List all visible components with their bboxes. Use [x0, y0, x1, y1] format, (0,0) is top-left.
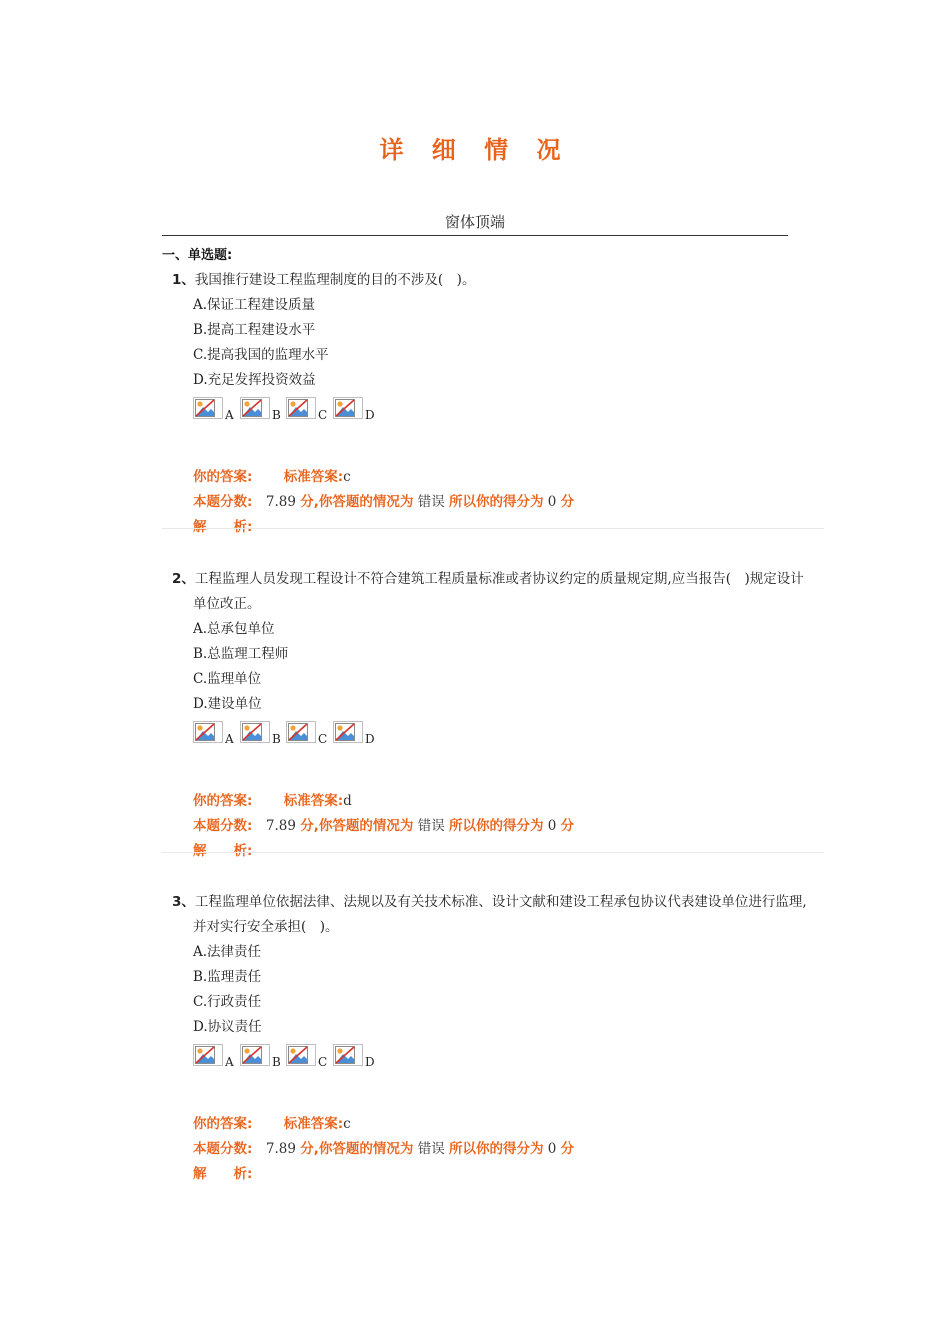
- analysis-label: 解 析:: [193, 519, 253, 535]
- earned-label: 所以你的得分为: [449, 1141, 544, 1157]
- question-number: 2、: [172, 571, 195, 587]
- option-b: B.总监理工程师: [193, 646, 289, 662]
- score-value: 7.89: [252, 818, 301, 834]
- answer-row: [193, 465, 351, 490]
- choice-d[interactable]: [333, 721, 373, 747]
- your-answer-label: 你的答案:: [193, 469, 253, 485]
- analysis-label: 解 析:: [193, 843, 253, 859]
- option-a: A.法律责任: [193, 944, 262, 960]
- score-label: 本题分数:: [193, 494, 253, 510]
- option-b: B.监理责任: [193, 969, 262, 985]
- choice-c[interactable]: [286, 1044, 326, 1070]
- standard-answer-value: c: [343, 469, 351, 485]
- broken-image-icon[interactable]: [333, 721, 363, 743]
- analysis-label: 解 析:: [193, 1166, 253, 1182]
- broken-image-icon[interactable]: [333, 397, 363, 419]
- broken-image-icon[interactable]: [193, 397, 223, 419]
- answer-row: [193, 1112, 351, 1137]
- choice-letter: A: [225, 408, 234, 422]
- option-c: C.提高我国的监理水平: [193, 347, 329, 363]
- section-heading: 一、单选题:: [162, 248, 233, 263]
- your-answer-label: 你的答案:: [193, 1116, 253, 1132]
- choice-a[interactable]: [193, 397, 233, 423]
- earned-label: 所以你的得分为: [449, 818, 544, 834]
- broken-image-icon[interactable]: [286, 397, 316, 419]
- choice-letter: A: [225, 1055, 234, 1069]
- score-row: [193, 814, 574, 839]
- option-c: C.监理单位: [193, 671, 262, 687]
- option-d: D.建设单位: [193, 696, 262, 712]
- option-d: D.协议责任: [193, 1019, 262, 1035]
- points-unit-label: 分: [560, 1141, 575, 1157]
- choice-a[interactable]: [193, 1044, 233, 1070]
- choice-b[interactable]: [240, 721, 280, 747]
- score-row: [193, 490, 574, 515]
- broken-image-icon[interactable]: [193, 1044, 223, 1066]
- choice-letter: C: [318, 1055, 328, 1069]
- points-unit-label: 分: [560, 818, 575, 834]
- your-answer-value: [252, 469, 283, 485]
- choice-letter: A: [225, 732, 234, 746]
- score-label: 本题分数:: [193, 818, 253, 834]
- choice-a[interactable]: [193, 721, 233, 747]
- question-text: [172, 890, 813, 940]
- choice-letter: D: [365, 732, 375, 746]
- choice-b[interactable]: [240, 397, 280, 423]
- broken-image-icon[interactable]: [333, 1044, 363, 1066]
- result-value: 错误: [413, 1141, 449, 1157]
- choice-letter: D: [365, 408, 375, 422]
- result-value: 错误: [413, 494, 449, 510]
- score-value: 7.89: [252, 494, 301, 510]
- earned-value: 0: [543, 494, 561, 510]
- question-stem: 工程监理单位依据法律、法规以及有关技术标准、设计文献和建设工程承包协议代表建设单位进行监理,并对实行安全承担( )。: [193, 894, 807, 935]
- score-row: [193, 1137, 574, 1162]
- question-divider: [162, 528, 824, 529]
- choice-c[interactable]: [286, 721, 326, 747]
- standard-answer-label: 标准答案:: [283, 793, 344, 809]
- standard-answer-value: c: [343, 1116, 351, 1132]
- standard-answer-label: 标准答案:: [283, 1116, 344, 1132]
- option-c: C.行政责任: [193, 994, 262, 1010]
- score-unit-label: 分,你答题的情况为: [300, 494, 414, 510]
- question-stem: 工程监理人员发现工程设计不符合建筑工程质量标准或者协议约定的质量规定期,应当报告( )规定设计单位改正。: [193, 571, 804, 612]
- question-text: [172, 567, 813, 617]
- score-unit-label: 分,你答题的情况为: [300, 818, 414, 834]
- choice-letter: D: [365, 1055, 375, 1069]
- broken-image-icon[interactable]: [286, 721, 316, 743]
- form-top-divider: [162, 235, 788, 236]
- your-answer-value: [252, 1116, 283, 1132]
- option-d: D.充足发挥投资效益: [193, 372, 316, 388]
- points-unit-label: 分: [560, 494, 575, 510]
- option-b: B.提高工程建设水平: [193, 322, 316, 338]
- question-number: 3、: [172, 894, 195, 910]
- standard-answer-label: 标准答案:: [283, 469, 344, 485]
- choice-b[interactable]: [240, 1044, 280, 1070]
- your-answer-value: [252, 793, 283, 809]
- choice-letter: B: [272, 408, 281, 422]
- choice-d[interactable]: [333, 397, 373, 423]
- question-divider: [162, 852, 824, 853]
- broken-image-icon[interactable]: [240, 397, 270, 419]
- standard-answer-value: d: [343, 793, 352, 809]
- earned-label: 所以你的得分为: [449, 494, 544, 510]
- earned-value: 0: [543, 818, 561, 834]
- question-number: 1、: [172, 272, 195, 288]
- broken-image-icon[interactable]: [193, 721, 223, 743]
- broken-image-icon[interactable]: [286, 1044, 316, 1066]
- score-value: 7.89: [252, 1141, 301, 1157]
- choice-letter: C: [318, 408, 328, 422]
- answer-row: [193, 789, 352, 814]
- choice-letter: B: [272, 1055, 281, 1069]
- choice-c[interactable]: [286, 397, 326, 423]
- choice-letter: C: [318, 732, 328, 746]
- option-a: A.总承包单位: [193, 621, 275, 637]
- analysis-row: [193, 1162, 252, 1187]
- form-top-label: 窗体顶端: [444, 213, 505, 231]
- page-title: 详 细 情 况: [379, 136, 571, 164]
- question-text: [172, 268, 813, 293]
- score-label: 本题分数:: [193, 1141, 253, 1157]
- choice-d[interactable]: [333, 1044, 373, 1070]
- choice-letter: B: [272, 732, 281, 746]
- option-a: A.保证工程建设质量: [193, 297, 316, 313]
- earned-value: 0: [543, 1141, 561, 1157]
- broken-image-icon[interactable]: [240, 721, 270, 743]
- your-answer-label: 你的答案:: [193, 793, 253, 809]
- broken-image-icon[interactable]: [240, 1044, 270, 1066]
- score-unit-label: 分,你答题的情况为: [300, 1141, 414, 1157]
- result-value: 错误: [413, 818, 449, 834]
- question-stem: 我国推行建设工程监理制度的目的不涉及( )。: [194, 272, 476, 288]
